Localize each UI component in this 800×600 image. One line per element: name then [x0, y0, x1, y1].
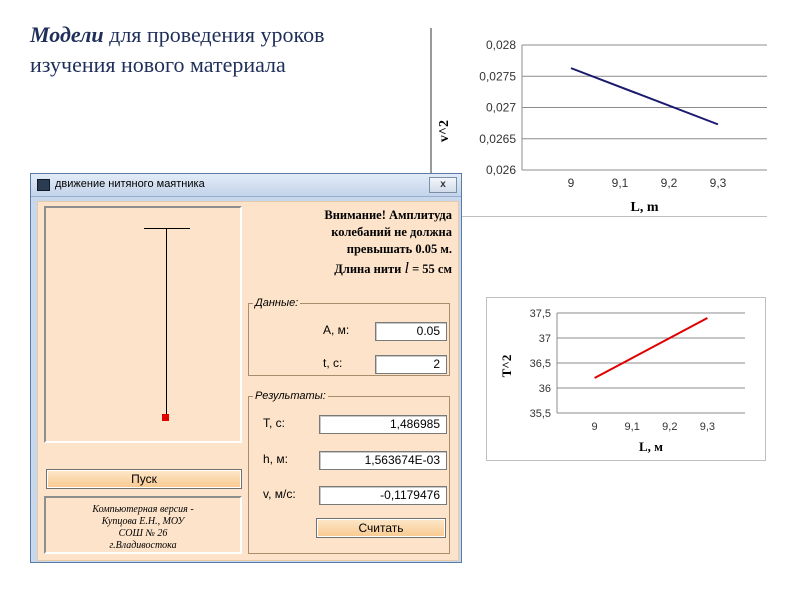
- period-squared-chart: [486, 297, 766, 461]
- y-tick-label: 36: [538, 383, 551, 395]
- velocity-squared-chart: [430, 28, 767, 217]
- time-label: t, с:: [323, 356, 343, 370]
- slide-title-line2: изучения нового материала: [30, 52, 286, 77]
- credits-line: СОШ № 26: [118, 528, 168, 539]
- amplitude-input[interactable]: 0.05: [375, 322, 447, 341]
- slide-title: [30, 20, 325, 80]
- results-group-legend: Результаты:: [255, 390, 326, 402]
- x-tick-label: 9,2: [660, 176, 678, 190]
- y-tick-label: 0,0275: [479, 69, 516, 84]
- credits-panel: [44, 496, 242, 554]
- credits-line: г.Владивостока: [109, 540, 177, 551]
- window-title: движение нитяного маятника: [55, 178, 205, 190]
- series-line: [595, 318, 708, 378]
- period-output[interactable]: 1,486985: [319, 415, 447, 434]
- close-button[interactable]: x: [429, 177, 457, 193]
- pendulum-animation-area: [44, 206, 242, 443]
- x-tick-label: 9,3: [699, 421, 716, 433]
- y-axis-label: v^2: [437, 119, 452, 143]
- y-tick-label: 36,5: [529, 358, 551, 370]
- pendulum-pivot: [144, 228, 190, 229]
- velocity-chart-svg: [432, 28, 767, 216]
- x-tick-label: 9,1: [624, 421, 640, 433]
- window-titlebar[interactable]: [31, 174, 461, 197]
- y-tick-label: 35,5: [529, 408, 551, 420]
- slide-title-line1: для проведения уроков: [103, 22, 325, 47]
- warning-line: превышать 0.05 м.: [346, 242, 452, 256]
- credits-line: Купцова Е.Н., МОУ: [101, 516, 185, 527]
- x-axis-label: L, m: [630, 200, 659, 215]
- x-tick-label: 9: [591, 421, 598, 433]
- calculate-button[interactable]: Считать: [316, 518, 446, 538]
- x-axis-label: L, м: [638, 439, 664, 454]
- length-value: = 55 см: [412, 262, 452, 276]
- x-tick-label: 9,3: [709, 176, 727, 190]
- window-client-area: [37, 201, 459, 561]
- time-input[interactable]: 2: [375, 355, 447, 374]
- x-tick-label: 9,1: [611, 176, 629, 190]
- data-group: [248, 297, 450, 376]
- start-button[interactable]: Пуск: [46, 469, 242, 489]
- height-label: h, м:: [263, 452, 288, 466]
- x-tick-label: 9,2: [662, 421, 678, 433]
- length-prefix: Длина нити: [334, 262, 402, 276]
- x-tick-label: 9: [567, 176, 575, 190]
- period-chart-svg: [487, 298, 765, 460]
- app-icon: [37, 179, 50, 191]
- velocity-output[interactable]: -0,1179476: [319, 486, 447, 505]
- data-group-legend: Данные:: [255, 297, 299, 309]
- warning-line: колебаний не должна: [331, 225, 452, 239]
- pendulum-window: [30, 173, 462, 563]
- credits-line: Компьютерная версия -: [92, 504, 194, 515]
- y-tick-label: 0,027: [485, 100, 516, 115]
- slide-title-highlight: Модели: [30, 22, 104, 47]
- amplitude-warning: [248, 207, 452, 258]
- y-tick-label: 37: [538, 333, 551, 345]
- height-output[interactable]: 1,563674E-03: [319, 451, 447, 470]
- string-length-label: [248, 260, 452, 278]
- y-axis-label: T^2: [499, 354, 514, 378]
- warning-line: Внимание! Амплитуда: [324, 208, 452, 222]
- period-label: Т, с:: [263, 416, 286, 430]
- length-symbol: l: [404, 260, 409, 277]
- y-tick-label: 0,028: [485, 38, 516, 52]
- y-tick-label: 0,026: [485, 163, 516, 177]
- pendulum-bob: [162, 414, 169, 421]
- velocity-label: v, м/с:: [263, 487, 296, 501]
- y-tick-label: 0,0265: [479, 131, 516, 146]
- pendulum-string: [166, 228, 167, 416]
- amplitude-label: А, м:: [323, 323, 350, 337]
- y-tick-label: 37,5: [529, 308, 551, 320]
